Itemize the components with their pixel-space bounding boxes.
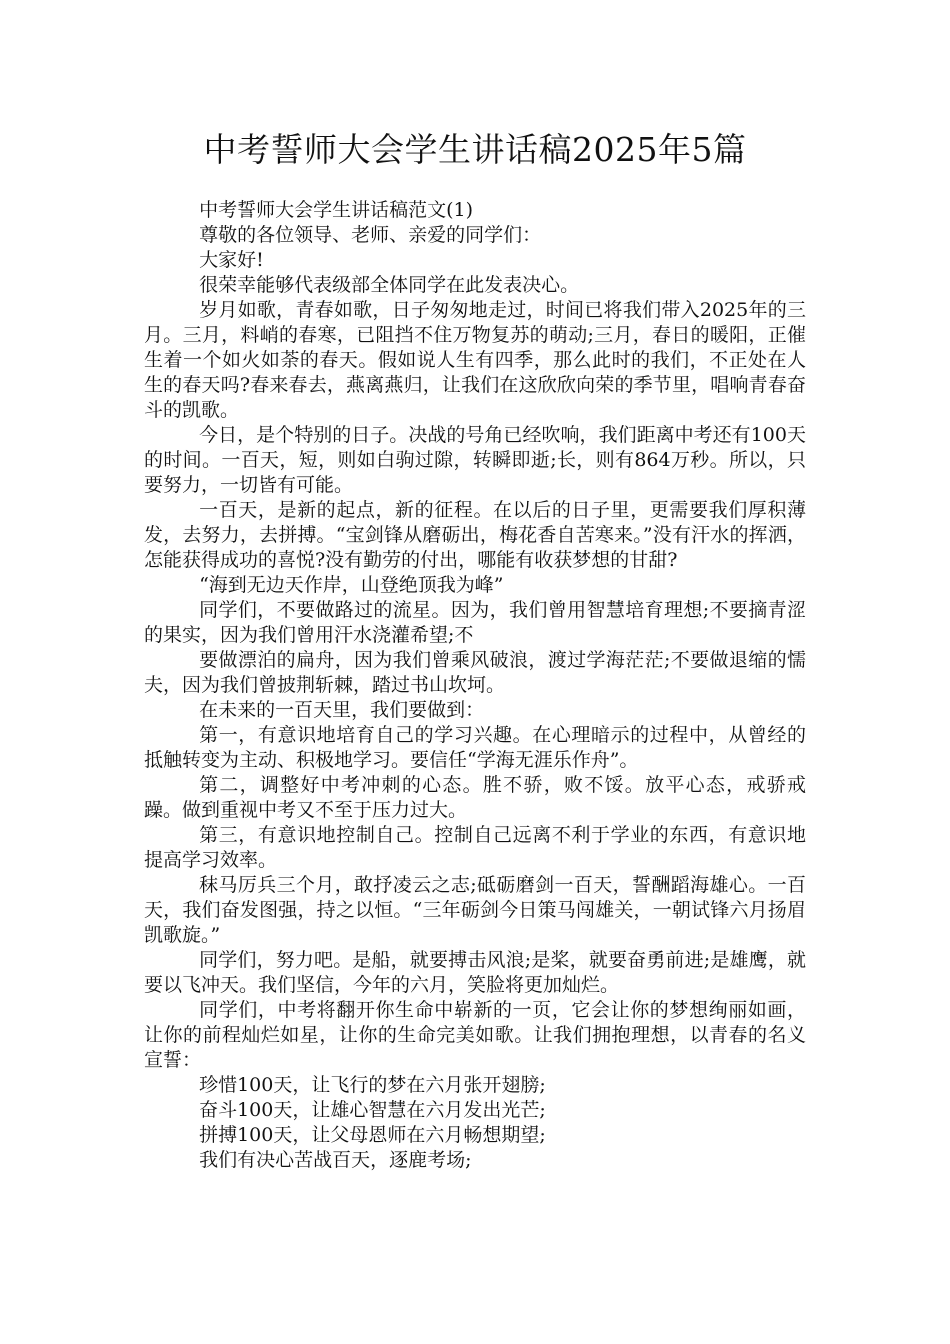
- paragraph-section-heading: 中考誓师大会学生讲话稿范文(1): [199, 199, 474, 221]
- paragraph: 第一，有意识地培育自己的学习兴趣。在心理暗示的过程中，从曾经的抵触转变为主动、积极地学习。要信任“学海无涯乐作舟”。: [144, 724, 806, 771]
- paragraph: 一百天，是新的起点，新的征程。在以后的日子里，更需要我们厚积薄发，去努力，去拼搏。“宝剑锋从磨砺出，梅花香自苦寒来。”没有汗水的挥洒，怎能获得成功的喜悦?没有勤劳的付出，哪能有收获梦想的甘甜?: [144, 499, 806, 571]
- document-title: 中考誓师大会学生讲话稿2025年5篇: [203, 130, 747, 169]
- paragraph-quote: “海到无边天作岸，山登绝顶我为峰”: [199, 574, 504, 596]
- paragraph-oath-line: 我们有决心苦战百天，逐鹿考场;: [199, 1149, 472, 1171]
- paragraph-oath-line: 拼搏100天，让父母恩师在六月畅想期望;: [199, 1124, 546, 1146]
- paragraph: 岁月如歌，青春如歌，日子匆匆地走过，时间已将我们带入2025年的三月。三月，料峭的春寒，已阻挡不住万物复苏的萌动;三月，春日的暖阳，正催生着一个如火如荼的春天。假如说人生有四季，那么此时的我们，不正处在人生的春天吗?春来春去，燕离燕归，让我们在这欣欣向荣的季节里，唱响青春奋斗的凯歌。: [144, 299, 806, 421]
- paragraph-salutation: 尊敬的各位领导、老师、亲爱的同学们：: [199, 224, 542, 246]
- paragraph: 第三，有意识地控制自己。控制自己远离不利于学业的东西，有意识地提高学习效率。: [144, 824, 806, 871]
- paragraph-greeting: 大家好!: [199, 249, 264, 271]
- paragraph: 同学们，不要做路过的流星。因为，我们曾用智慧培育理想;不要摘青涩的果实，因为我们曾用汗水浇灌希望;不: [144, 599, 806, 646]
- paragraph: 同学们，中考将翻开你生命中崭新的一页，它会让你的梦想绚丽如画，让你的前程灿烂如星，让你的生命完美如歌。让我们拥抱理想，以青春的名义宣誓：: [144, 999, 806, 1071]
- paragraph: 秣马厉兵三个月，敢抒凌云之志;砥砺磨剑一百天，誓酬蹈海雄心。一百天，我们奋发图强，持之以恒。“三年砺剑今日策马闯雄关，一朝试锋六月扬眉凯歌旋。”: [144, 874, 806, 946]
- paragraph-oath-line: 奋斗100天，让雄心智慧在六月发出光芒;: [199, 1099, 546, 1121]
- paragraph: 同学们，努力吧。是船，就要搏击风浪;是桨，就要奋勇前进;是雄鹰，就要以飞冲天。我们坚信，今年的六月，笑脸将更加灿烂。: [144, 949, 806, 996]
- paragraph: 第二，调整好中考冲刺的心态。胜不骄，败不馁。放平心态，戒骄戒躁。做到重视中考又不至于压力过大。: [144, 774, 806, 821]
- document-body: [144, 198, 806, 1173]
- paragraph: 要做漂泊的扁舟，因为我们曾乘风破浪，渡过学海茫茫;不要做退缩的懦夫，因为我们曾披荆斩棘，踏过书山坎坷。: [144, 649, 806, 696]
- paragraph: 在未来的一百天里，我们要做到：: [199, 699, 485, 721]
- paragraph: 今日，是个特别的日子。决战的号角已经吹响，我们距离中考还有100天的时间。一百天，短，则如白驹过隙，转瞬即逝;长，则有864万秒。所以，只要努力，一切皆有可能。: [144, 424, 806, 496]
- paragraph-oath-line: 珍惜100天，让飞行的梦在六月张开翅膀;: [199, 1074, 546, 1096]
- paragraph: 很荣幸能够代表级部全体同学在此发表决心。: [199, 274, 580, 296]
